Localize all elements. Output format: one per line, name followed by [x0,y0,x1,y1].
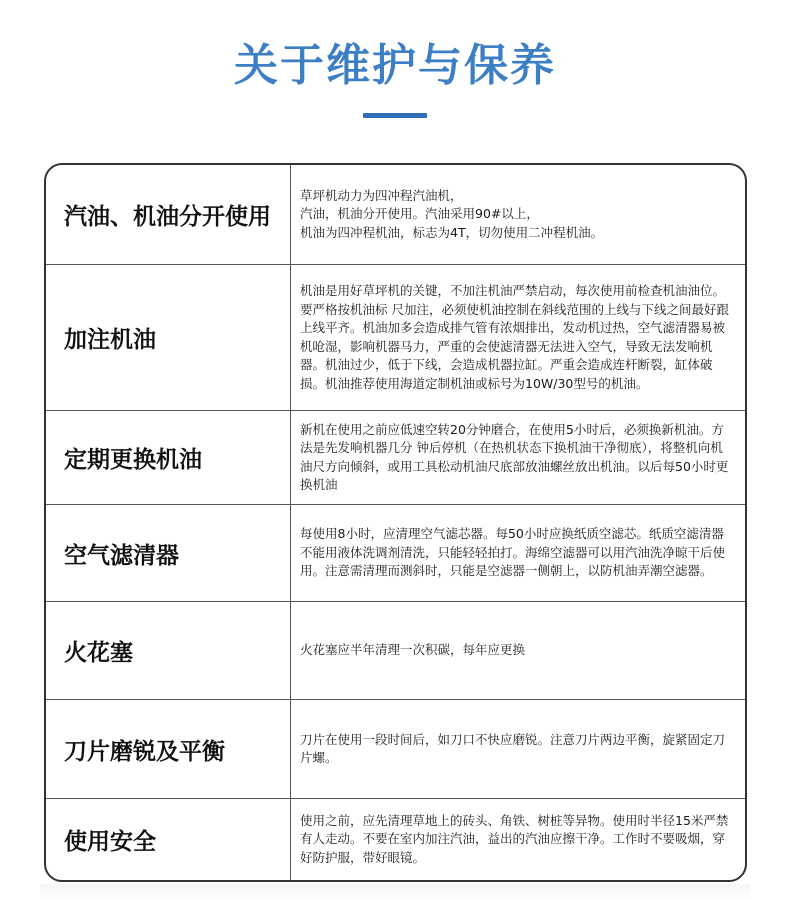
row-label: 定期更换机油 [46,411,291,504]
row-text [291,411,745,504]
table-row [46,505,745,602]
row-text-content: 刀片在使用一段时间后，如刀口不快应磨锐。注意刀片两边平衡，旋紧固定刀片螺。 [300,731,726,765]
row-text [291,165,745,264]
table-row [46,411,745,505]
row-text [291,799,745,880]
row-text-content: 每使用8小时，应清理空气滤芯器。每50小时应换纸质空滤芯。纸质空滤清器不能用液体洗调剂清洗，只能轻轻拍打。海绵空滤器可以用汽油洗净晾干后使用。注意需清理而测斜时，只能是空滤器一侧朝上，以防机油弄潮空滤器。 [300,526,726,579]
table-row [46,799,745,880]
maintenance-table [44,163,747,882]
title-underline [363,113,427,118]
row-label: 刀片磨锐及平衡 [46,700,291,798]
row-label: 加注机油 [46,265,291,410]
row-text [291,265,745,410]
bottom-shadow [40,884,750,902]
table-row [46,165,745,265]
table-row [46,265,745,411]
row-text-content: 机油是用好草坪机的关键，不加注机油严禁启动，每次使用前检查机油油位。要严格按机油标 尺加注，必须使机油控制在斜线范围的上线与下线之间最好跟上线平齐。机油加多会造成排气管有浓烟排出，发动机过热，空气滤清器易被机呛湿，影响机器马力，严重的会使滤清器无法进入空气，导致无法发响机器。机油过少，低于下线，会造成机器拉缸。严重会造成连杆断裂，缸体破损。机油推荐使用海道定制机油或标号为10W/30型号的机油。 [300,283,729,391]
row-text-content: 草坪机动力为四冲程汽油机， 汽油，机油分开使用。汽油采用90#以上， 机油为四冲程机油，标志为4T，切勿使用二冲程机油。 [300,187,604,240]
row-text [291,700,745,798]
table-row [46,700,745,799]
row-label: 使用安全 [46,799,291,880]
row-label: 火花塞 [46,602,291,699]
row-label: 汽油、机油分开使用 [46,165,291,264]
row-text-content: 使用之前，应先清理草地上的砖头、角铁、树桩等异物。使用时半径15米严禁有人走动。不要在室内加注汽油，益出的汽油应擦干净。工作时不要吸烟，穿好防护服，带好眼镜。 [300,812,729,865]
row-text-content: 新机在使用之前应低速空转20分钟磨合，在使用5小时后，必须换新机油。方法是先发响机器几分 钟后停机（在热机状态下换机油干净彻底），将整机向机油尺方向倾斜，或用工具松动机油尺底部放油螺丝放出机油。以后每50小时更换机油 [300,421,729,492]
row-text [291,505,745,601]
table-row [46,602,745,700]
row-text [291,602,745,699]
page-title: 关于维护与保养 [234,40,556,91]
row-label: 空气滤清器 [46,505,291,601]
row-text-content: 火花塞应半年清理一次积碳，每年应更换 [300,642,526,658]
